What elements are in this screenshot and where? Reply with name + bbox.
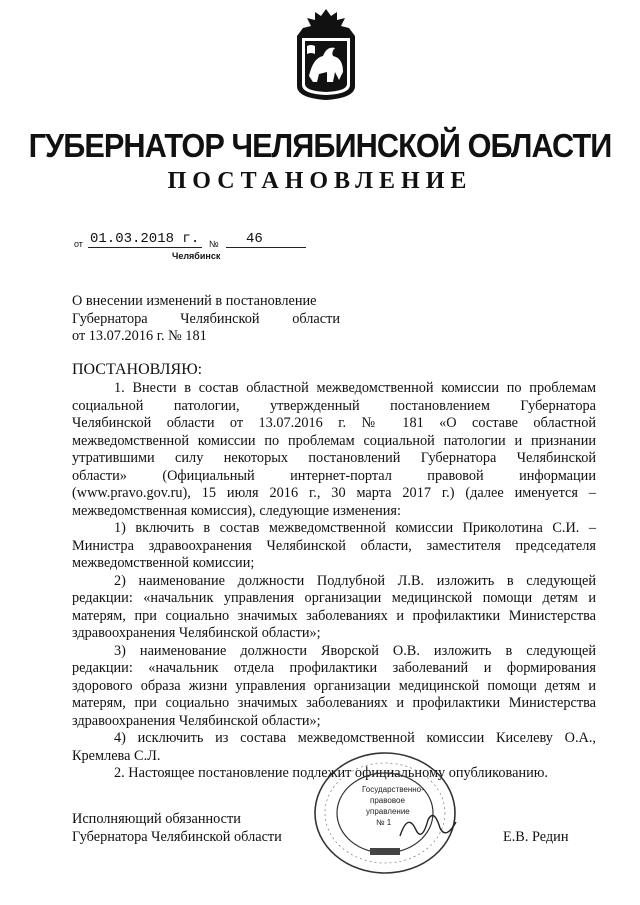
date-prefix: от — [74, 239, 83, 249]
signatory-name: Е.В. Редин — [503, 829, 569, 845]
body-line: области» (Официальный интернет-портал правовой информации — [72, 467, 596, 484]
stamp-text: правовое — [370, 796, 405, 805]
body-line: здравоохранения Челябинской области»; — [72, 625, 321, 641]
subject-line — [72, 311, 340, 329]
subject-word: Губернатора — [72, 310, 148, 327]
body-line: межведомственная комиссия), следующие изменения: — [72, 502, 401, 519]
subject-line: от 13.07.2016 г. № 181 — [72, 328, 207, 344]
body-line: социальной патологии, утвержденный постановлением Губернатора — [72, 397, 596, 414]
coat-of-arms-emblem — [291, 6, 361, 102]
body-line: матерям, при социально значимых заболеваниях и профилактики Министерства — [72, 607, 596, 624]
body-line: 1. Внести в состав областной межведомственной комиссии по проблемам — [114, 380, 596, 396]
body-line: матерям, при социально значимых заболеваниях и профилактики Министерства — [72, 695, 596, 711]
signatory-role-line: Губернатора Челябинской области — [72, 828, 282, 845]
body-line: Челябинской области от 13.07.2016 г. № 181 «О составе областной — [72, 415, 596, 431]
body-line: межведомственной комиссии по проблемам социальной патологии и признании — [72, 432, 596, 449]
signatory-role-line: Исполняющий обязанности — [72, 811, 241, 827]
subject-block — [72, 293, 340, 346]
document-number: 46 — [246, 231, 263, 247]
body-line: здравоохранения Челябинской области»; — [72, 712, 321, 729]
body-line: 2. Настоящее постановление подлежит официальному опубликованию. — [114, 765, 549, 781]
city: Челябинск — [172, 251, 221, 261]
stamp-text: управление — [366, 807, 410, 816]
body-line: Кремлева С.Л. — [72, 747, 161, 764]
issuer-title: ГУБЕРНАТОР ЧЕЛЯБИНСКОЙ ОБЛАСТИ — [28, 127, 612, 164]
document-type: ПОСТАНОВЛЕНИЕ — [167, 168, 473, 194]
body-line: (www.pravo.gov.ru), 15 июля 2016 г., 30 марта 2017 г.) (далее именуется – — [72, 485, 596, 501]
stamp-text: Государственно- — [362, 785, 424, 794]
body-line: редакции: «начальник управления организации медицинской помощи детям и — [72, 590, 596, 606]
subject-word: области — [292, 310, 340, 327]
body-line: 1) включить в состав межведомственной комиссии Приколотина С.И. – — [114, 520, 596, 536]
number-sign: № — [209, 239, 219, 249]
body-line: Министра здравоохранения Челябинской области, заместителя председателя — [72, 537, 596, 554]
subject-line: О внесении изменений в постановление — [72, 293, 317, 309]
body-line: межведомственной комиссии; — [72, 555, 255, 571]
body-line: здорового образа жизни управления организации медицинской помощи детям и — [72, 677, 596, 694]
body-line: 2) наименование должности Подлубной Л.В. изложить в следующей — [114, 572, 596, 589]
decree-body — [72, 380, 596, 783]
body-line: утратившими силу некоторых постановлений Губернатора Челябинской — [72, 450, 596, 466]
body-line: 3) наименование должности Яворской О.В. изложить в следующей — [114, 642, 596, 659]
subject-word: Челябинской — [180, 310, 260, 327]
stamp-text: № 1 — [376, 818, 392, 827]
decree-word: ПОСТАНОВЛЯЮ: — [72, 361, 203, 378]
signatory-role — [72, 811, 282, 846]
handwritten-signature — [396, 806, 466, 846]
body-line: редакции: «начальник отдела профилактики заболеваний и формирования — [72, 660, 596, 676]
body-line: 4) исключить из состава межведомственной комиссии Киселеву О.А., — [114, 730, 596, 746]
document-date: 01.03.2018 г. — [90, 231, 200, 247]
